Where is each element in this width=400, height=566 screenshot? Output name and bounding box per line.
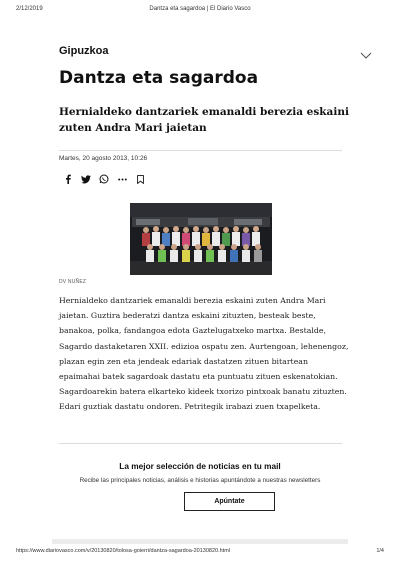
print-page-number: 1/4 [376,548,384,554]
article-subtitle: Hernialdeko dantzariek emanaldi berezia eskaini zuten Andra Mari jaietan [59,106,349,134]
divider [59,150,342,151]
print-date: 2/12/2019 [16,6,43,12]
chevron-down-icon[interactable] [360,47,372,55]
article-dateline: Martes, 20 agosto 2013, 10:26 [59,155,148,162]
article-body: Hernialdeko dantzariek emanaldi berezia eskaini zuten Andra Mari jaietan. Guztira bederatzi dantza eskaini zituzten, besteak beste, banakoa, polka, fandangoa edota Gaztelugatxeko martxa. Bestalde, Sagardo dastaketaren XXII. edizioa ospatu zen. Aurtengoan, lehenengoz, plazan egin zen eta jendeak edariak dastatzen zituen bitartean epaimahai batek sagardoak dastatu eta puntuatu zituen eskenatokian. Sagardoarekin batera elkarteko kideek txorizo pintxoak banatu zituzten. Edari guztiak dastatu ondoren. Petritegik irabazi zuen txapelketa. [59,296,349,412]
divider [59,443,342,444]
footer-bar [52,539,348,544]
print-header [16,6,384,16]
newsletter-description: Recibe las principales noticias, análisis e historias apuntándote a nuestras newsletters [79,477,321,484]
share-bar [63,172,145,186]
whatsapp-icon[interactable] [99,174,109,184]
facebook-icon[interactable] [63,174,73,184]
bookmark-icon[interactable] [135,174,145,184]
twitter-icon[interactable] [81,174,91,184]
more-options-icon[interactable] [117,174,127,184]
print-url: https://www.diariovasco.com/v/20130820/tolosa-goierri/dantza-sagardoa-20130820.html [16,548,231,554]
print-page-title: Dantza eta sagardoa | El Diario Vasco [149,6,251,12]
article-photo [130,203,272,275]
section-bar [59,45,372,61]
subscribe-button[interactable]: Apúntate [184,492,275,511]
section-link-gipuzkoa[interactable]: Gipuzkoa [59,45,109,57]
photo-credit: DV NUÑEZ [59,279,87,285]
print-footer [16,548,384,558]
newsletter-title: La mejor selección de noticias en tu mail [119,461,281,471]
article-headline: Dantza eta sagardoa [59,68,259,88]
